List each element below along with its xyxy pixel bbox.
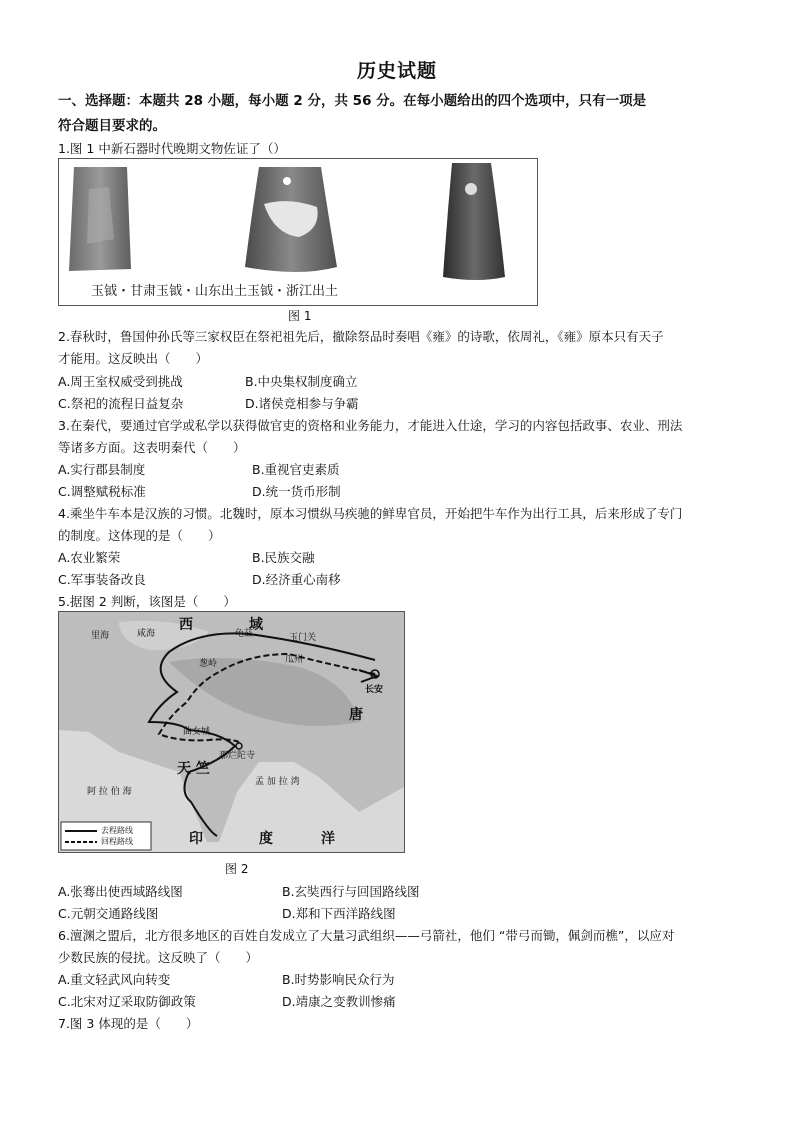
map-label-nalantuo: 那烂陀寺 bbox=[219, 751, 256, 761]
map-label-yang: 洋 bbox=[321, 831, 335, 847]
question-3-stem-line1: 3.在秦代，要通过官学或私学以获得做官吏的资格和业务能力，才能进入仕途，学习的内容包括政事、农业、刑法 bbox=[58, 418, 683, 433]
map-label-yumenguan: 玉门关 bbox=[289, 633, 317, 643]
map-label-alabo: 阿 拉 伯 海 bbox=[87, 787, 132, 797]
map-label-mengjiala: 孟 加 拉 湾 bbox=[255, 777, 300, 787]
map-label-changan: 长安 bbox=[365, 685, 384, 695]
map-label-tianzhu: 天 竺 bbox=[177, 761, 210, 777]
question-7-stem: 7.图 3 体现的是（ ） bbox=[58, 1016, 199, 1031]
section-heading-line1: 一、选择题：本题共 28 小题，每小题 2 分，共 56 分。在每小题给出的四个选项中，只有一项是 bbox=[58, 93, 647, 109]
question-6-stem-line1: 6.澶渊之盟后，北方很多地区的百姓自发成立了大量习武组织——弓箭社，他们 “带弓而锄，佩剑而樵”，以应对 bbox=[58, 928, 675, 943]
figure-2-route-map bbox=[58, 611, 405, 853]
question-6-option-b: B.时势影响民众行为 bbox=[282, 972, 395, 987]
figure-1-label: 图 1 bbox=[288, 309, 312, 323]
question-5-option-a: A.张骞出使西域路线图 bbox=[58, 884, 183, 899]
question-3-option-d: D.统一货币形制 bbox=[252, 484, 341, 499]
figure-1-artifacts bbox=[58, 158, 538, 306]
map-label-guazhou: 瓜州 bbox=[285, 655, 304, 665]
question-3-option-a: A.实行郡县制度 bbox=[58, 462, 146, 477]
question-4-option-b: B.民族交融 bbox=[252, 550, 315, 565]
question-2-stem-line2: 才能用。这反映出（ ） bbox=[58, 351, 209, 366]
question-4-stem-line2: 的制度。这体现的是（ ） bbox=[58, 528, 221, 543]
question-6-stem-line2: 少数民族的侵扰。这反映了（ ） bbox=[58, 950, 259, 965]
question-6-option-d: D.靖康之变教训惨痛 bbox=[282, 994, 396, 1009]
section-heading-line2: 符合题目要求的。 bbox=[58, 118, 166, 134]
question-5-option-d: D.郑和下西洋路线图 bbox=[282, 906, 396, 921]
question-4-option-c: C.军事装备改良 bbox=[58, 572, 146, 587]
map-label-yu: 域 bbox=[249, 617, 263, 633]
question-3-option-b: B.重视官吏素质 bbox=[252, 462, 340, 477]
question-4-option-d: D.经济重心南移 bbox=[252, 572, 341, 587]
question-3-option-c: C.调整赋税标准 bbox=[58, 484, 146, 499]
map-label-congling: 葱岭 bbox=[199, 659, 218, 669]
question-5-stem: 5.据图 2 判断，该图是（ ） bbox=[58, 594, 236, 609]
map-label-lihai: 里海 bbox=[91, 631, 110, 641]
question-1-stem: 1.图 1 中新石器时代晚期文物佐证了（） bbox=[58, 141, 286, 156]
legend-outbound-label: 去程路线 bbox=[101, 826, 133, 835]
jade-axe-zhejiang bbox=[443, 163, 505, 280]
question-5-option-c: C.元朝交通路线图 bbox=[58, 906, 159, 921]
legend-return-label: 回程路线 bbox=[101, 837, 133, 846]
question-2-option-b: B.中央集权制度确立 bbox=[245, 374, 358, 389]
map-label-qiuci: 龟兹 bbox=[235, 629, 254, 639]
question-2-option-d: D.诸侯竞相参与争霸 bbox=[245, 396, 359, 411]
figure-2-label: 图 2 bbox=[225, 862, 249, 876]
question-4-option-a: A.农业繁荣 bbox=[58, 550, 121, 565]
question-4-stem-line1: 4.乘坐牛车本是汉族的习惯。北魏时，原本习惯纵马疾驰的鲜卑官员，开始把牛车作为出行工具，后来形成了专门 bbox=[58, 506, 683, 521]
map-label-yin: 印 bbox=[189, 831, 203, 847]
question-6-option-a: A.重文轻武风向转变 bbox=[58, 972, 171, 987]
map-graphic bbox=[59, 612, 404, 852]
map-label-du: 度 bbox=[259, 831, 273, 847]
map-label-tang: 唐 bbox=[349, 707, 363, 723]
map-label-xi: 西 bbox=[179, 617, 193, 633]
question-6-option-c: C.北宋对辽采取防御政策 bbox=[58, 994, 196, 1009]
figure-1-caption: 玉钺・甘肃玉钺・山东出土玉钺・浙江出土 bbox=[91, 284, 339, 299]
question-2-option-a: A.周王室权威受到挑战 bbox=[58, 374, 183, 389]
question-3-stem-line2: 等诸多方面。这表明秦代（ ） bbox=[58, 440, 246, 455]
page-title: 历史试题 bbox=[356, 60, 437, 82]
question-2-stem-line1: 2.春秋时，鲁国仲孙氏等三家权臣在祭祀祖先后，撤除祭品时奏唱《雍》的诗歌，依周礼，《雍》原本只有天子 bbox=[58, 329, 664, 344]
question-5-option-b: B.玄奘西行与回国路线图 bbox=[282, 884, 420, 899]
question-2-option-c: C.祭祀的流程日益复杂 bbox=[58, 396, 184, 411]
map-label-xianhai: 咸海 bbox=[137, 629, 156, 639]
map-label-qunuyi: 曲女城 bbox=[183, 727, 211, 737]
